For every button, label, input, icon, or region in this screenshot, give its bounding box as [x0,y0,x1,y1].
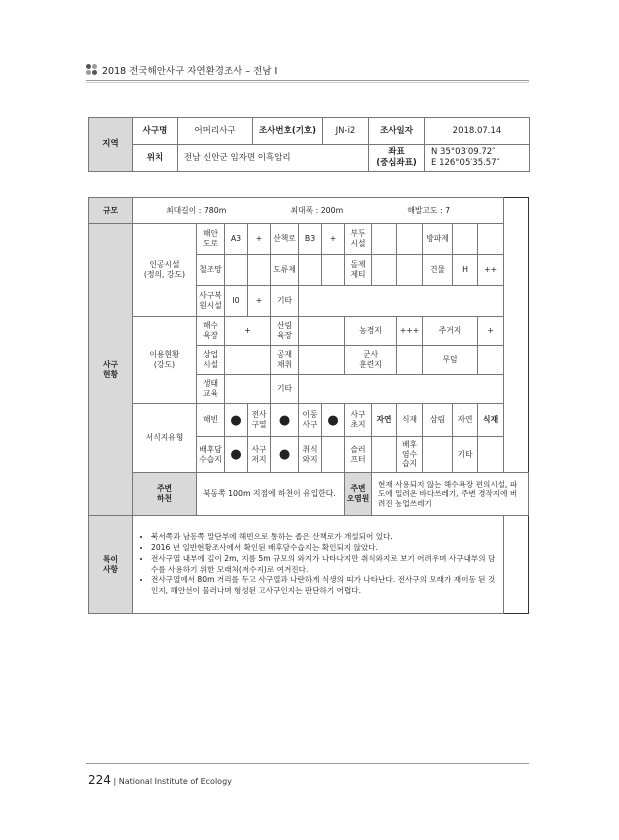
dot-marker: ● [322,404,345,437]
cell: B3 [299,224,322,255]
footer-separator: | [113,777,119,786]
river-label-2: 하천 [156,494,173,503]
usage-label [133,317,197,404]
river-label-1: 주변 [156,484,173,494]
max-width: 최대폭 : 200m [290,205,344,215]
cell: + [478,317,504,346]
cell [322,437,345,473]
river-text: 북동쪽 100m 지점에 하천이 유입한다. [197,473,345,516]
header-rule-2 [86,82,529,83]
notes-list [139,532,497,597]
notes-text [133,516,504,614]
notes-label-2: 사항 [102,564,119,574]
latitude: N 35°03′09.72″ [431,147,496,158]
info-table [88,117,530,172]
cell: 해안 도로 [197,224,225,255]
coord-label [369,145,425,172]
cell: 생태 교육 [197,375,225,404]
cell: 사구 저지 [248,437,271,473]
page-number: 224 [88,773,111,787]
pollution-label [345,473,372,516]
date: 2018.07.14 [425,118,530,145]
usage-label-2: (강도) [153,360,176,369]
max-length: 최대길이 : 780m [166,205,227,215]
status-label [89,224,133,516]
cell [478,224,504,255]
cell: 기타 [271,286,299,317]
habitat-label: 서식지유형 [133,404,197,473]
cell: 부두 시설 [345,224,372,255]
cell: +++ [397,317,423,346]
cell: 농경지 [345,317,397,346]
cell [372,224,397,255]
cell-empty [299,286,504,317]
status-label-2: 현황 [102,369,119,379]
cell: 주거지 [423,317,478,346]
cell [397,224,423,255]
cell: H [453,255,478,286]
surroundings-row [89,473,529,516]
dot-marker: ● [271,404,299,437]
cell: 사구 초지 [345,404,372,437]
dune-name-label: 사구명 [133,118,178,145]
cell: 산책로 [271,224,299,255]
cell: 해수 욕장 [197,317,225,346]
region-label: 지역 [89,118,133,172]
dot-marker: ● [225,404,248,437]
usage-row-1 [89,317,529,346]
river-label [133,473,197,516]
cell: 기타 [453,437,478,473]
cell: 전사 구열 [248,404,271,437]
usage-label-1: 이용현황 [149,350,180,360]
cell: 이동 사구 [299,404,322,437]
cell: 자연 [453,404,478,437]
list-item: • 전사구열에서 80m 거리를 두고 사구열과 나란하게 식생의 띠가 나타난다. 전사구의 모래가 재이동 된 것인지, 해안선이 물러나며 형성된 고사구인지는 판단하기 어렵다. [151,575,497,597]
status-label-1: 사구 [102,359,119,369]
coord-label-2: (중심좌표) [376,158,417,168]
elevation: 해발고도 : 7 [407,205,451,215]
cell: + [248,286,271,317]
dune-name: 어머리사구 [178,118,253,145]
cell [372,437,397,473]
artificial-label-1: 인공시설 [149,260,180,270]
cell: 철조망 [197,255,225,286]
cell: A3 [225,224,248,255]
dot-marker: ● [225,437,248,473]
header-dots-icon [86,64,98,76]
pollution-label-1: 주변 [350,484,366,494]
longitude: E 126°05′35.57″ [431,158,500,168]
cell: 취식 와지 [299,437,322,473]
cell: 삼림 [423,404,453,437]
cell: 도류제 [271,255,299,286]
cell: 건물 [423,255,453,286]
list-item: • 북서쪽과 남동쪽 말단부에 해빈으로 통하는 좁은 산책로가 개설되어 있다. [151,532,497,543]
cell: 배후 염수 습지 [397,437,423,473]
cell [225,375,271,404]
cell [322,255,345,286]
scale-values [133,198,504,224]
date-label: 조사일자 [369,118,425,145]
cell: 슬러 프터 [345,437,372,473]
pollution-label-2: 오염원 [346,494,370,503]
cell [478,346,504,375]
cell [423,437,453,473]
cell [225,255,248,286]
cell: 산림 육장 [271,317,299,346]
cell: 돌제 제티 [345,255,372,286]
cell: + [225,317,271,346]
cell [299,317,345,346]
footer-org: National Institute of Ecology [118,777,232,786]
location: 전남 신안군 임자면 이흑암리 [178,145,369,172]
habitat-row-1 [89,404,529,437]
artificial-label [133,224,197,317]
notes-row [89,516,529,614]
scale-label: 규모 [89,198,133,224]
cell: I0 [225,286,248,317]
cell [299,375,504,404]
notes-label-1: 특이 [102,554,119,564]
code-label: 조사번호(기호) [253,118,323,145]
cell: 상업 시설 [197,346,225,375]
artificial-row-1 [89,224,529,255]
cell: + [248,224,271,255]
coordinates [425,145,530,172]
cell [397,255,423,286]
list-item: • 전사구열 내부에 깊이 2m, 지름 5m 규모의 와지가 나타나지만 취식와지로 보기 어려우며 사구내부의 담수를 사용하기 위한 모래처(저수지)로 여겨진다. [151,554,497,576]
cell: 무덤 [423,346,478,375]
cell: 군사 훈련지 [345,346,397,375]
cell: + [322,224,345,255]
cell [372,255,397,286]
footer-rule [86,763,529,764]
status-table [88,197,529,614]
pollution-text: 현재 사용되지 않는 해수욕장 편의시설, 파도에 밀려온 바다쓰레기, 주변 경작지에 버려진 농업쓰레기 [372,473,529,516]
cell [225,346,271,375]
code: JN-i2 [323,118,369,145]
cell [478,437,504,473]
cell: 식재 [478,404,504,437]
cell: 자연 [372,404,397,437]
cell [397,346,423,375]
dot-marker: ● [271,437,299,473]
cell: 공재 채취 [271,346,299,375]
cell: 기타 [271,375,299,404]
list-item: • 2016 년 일반현황조사에서 확인된 배후담수습지는 확인되지 않았다. [151,543,497,554]
cell: 해빈 [197,404,225,437]
artificial-label-2: (정의, 강도) [143,270,186,279]
header-rule [86,80,529,81]
cell [453,224,478,255]
cell: 식재 [397,404,423,437]
cell [299,255,322,286]
cell: ++ [478,255,504,286]
cell [299,346,345,375]
cell [248,255,271,286]
coord-label-1: 좌표 [388,147,405,158]
cell: 사구복 원시설 [197,286,225,317]
running-header: 2018 전국해안사구 자연환경조사 – 전남 Ⅰ [102,66,278,77]
cell: 방파제 [423,224,453,255]
cell: 배후담 수습지 [197,437,225,473]
footer [88,773,232,787]
notes-label [89,516,133,614]
location-label: 위치 [133,145,178,172]
